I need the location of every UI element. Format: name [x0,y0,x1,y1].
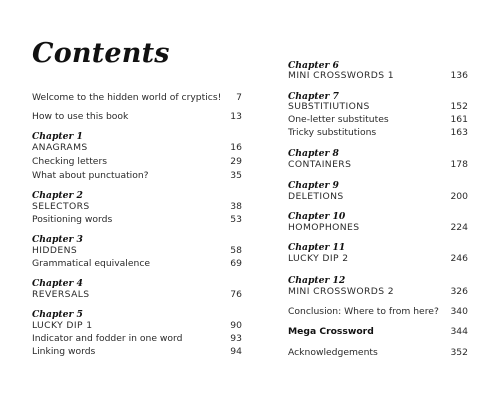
chapter-heading: Chapter 11 [288,242,346,253]
toc-entry-label: Mega Crossword [288,326,374,337]
toc-entry-page: 13 [230,111,242,122]
chapter-title: ANAGRAMS [32,142,88,153]
page-title: Contents [32,38,170,69]
toc-entry[interactable] [288,222,468,234]
toc-entry[interactable] [288,253,468,265]
toc-entry-page: 94 [230,346,242,357]
toc-entry-page: 29 [230,156,242,167]
toc-entry-label: Grammatical equivalence [32,258,151,269]
chapter-title: HOMOPHONES [288,222,360,233]
toc-entry-page: 246 [450,253,468,264]
chapter-heading: Chapter 2 [32,190,83,201]
toc-entry-label: Indicator and fodder in one word [32,333,183,344]
chapter-heading: Chapter 10 [288,211,346,222]
contents-right-column [288,0,468,400]
toc-entry-page: 344 [450,326,468,337]
toc-entry-page: 136 [450,70,468,81]
toc-entry-page: 76 [230,289,242,300]
toc-entry[interactable] [32,201,242,213]
chapter-title: CONTAINERS [288,159,352,170]
chapter-heading: Chapter 1 [32,131,83,142]
toc-entry-page: 200 [450,191,468,202]
toc-entry[interactable] [32,245,242,257]
chapter-title: LUCKY DIP 1 [32,320,93,331]
chapter-title: REVERSALS [32,289,90,300]
toc-entry-label: What about punctuation? [32,170,149,181]
toc-entry[interactable] [288,127,468,139]
toc-entry[interactable] [288,286,468,298]
toc-entry[interactable] [288,101,468,113]
toc-entry[interactable] [32,142,242,154]
toc-entry[interactable] [32,111,242,123]
toc-entry-label: Linking words [32,346,96,357]
chapter-title: LUCKY DIP 2 [288,253,349,264]
toc-entry-page: 38 [230,201,242,212]
toc-entry[interactable] [288,70,468,82]
toc-entry-page: 224 [450,222,468,233]
chapter-heading: Chapter 9 [288,180,339,191]
toc-entry-page: 326 [450,286,468,297]
chapter-heading: Chapter 7 [288,91,339,102]
toc-entry-page: 178 [450,159,468,170]
toc-entry-page: 93 [230,333,242,344]
toc-entry-page: 16 [230,142,242,153]
toc-entry-page: 352 [450,347,468,358]
toc-entry[interactable] [288,159,468,171]
toc-entry-label: Acknowledgements [288,347,378,358]
toc-entry[interactable] [32,156,242,168]
chapter-title: MINI CROSSWORDS 1 [288,70,395,81]
toc-entry-label: Welcome to the hidden world of cryptics! [32,92,222,103]
toc-entry[interactable] [32,320,242,332]
toc-entry-page: 35 [230,170,242,181]
toc-entry[interactable] [288,326,468,338]
toc-entry-page: 53 [230,214,242,225]
chapter-heading: Chapter 8 [288,148,339,159]
toc-entry[interactable] [32,92,242,104]
toc-entry-label: Positioning words [32,214,113,225]
chapter-title: SUBSTITIUTIONS [288,101,370,112]
toc-entry-page: 7 [236,92,242,103]
contents-left-column [32,0,242,400]
toc-entry[interactable] [32,170,242,182]
toc-entry-label: How to use this book [32,111,129,122]
toc-entry-page: 69 [230,258,242,269]
toc-entry[interactable] [32,258,242,270]
toc-entry[interactable] [32,346,242,358]
chapter-heading: Chapter 12 [288,275,346,286]
toc-entry[interactable] [32,214,242,226]
toc-entry-page: 152 [450,101,468,112]
chapter-title: DELETIONS [288,191,344,202]
toc-entry[interactable] [32,289,242,301]
chapter-heading: Chapter 5 [32,309,83,320]
toc-entry[interactable] [288,306,468,318]
toc-entry[interactable] [288,191,468,203]
chapter-heading: Chapter 3 [32,234,83,245]
toc-entry-page: 90 [230,320,242,331]
toc-entry-label: One-letter substitutes [288,114,389,125]
chapter-heading: Chapter 6 [288,60,339,71]
toc-entry-page: 58 [230,245,242,256]
toc-entry[interactable] [288,347,468,359]
chapter-title: SELECTORS [32,201,90,212]
chapter-title: MINI CROSSWORDS 2 [288,286,395,297]
toc-entry-page: 340 [450,306,468,317]
chapter-heading: Chapter 4 [32,278,83,289]
toc-entry-label: Conclusion: Where to from here? [288,306,439,317]
toc-entry-label: Tricky substitutions [288,127,377,138]
chapter-title: HIDDENS [32,245,78,256]
toc-entry-page: 163 [450,127,468,138]
toc-entry-label: Checking letters [32,156,108,167]
toc-entry-page: 161 [450,114,468,125]
toc-entry[interactable] [32,333,242,345]
toc-entry[interactable] [288,114,468,126]
